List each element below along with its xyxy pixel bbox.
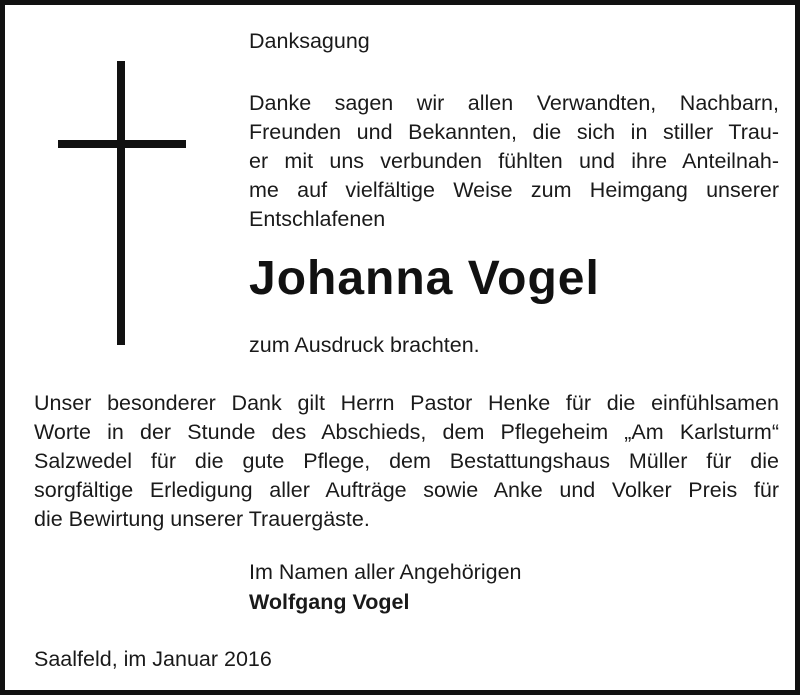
deceased-name: Johanna Vogel	[249, 252, 600, 305]
closing-line: zum Ausdruck brachten.	[249, 333, 480, 357]
intro-line: Freunden und Bekannten, die sich in stiller Trau-	[249, 120, 779, 144]
intro-line: me auf vielfältige Weise zum Heimgang unserer	[249, 178, 779, 202]
thanks-line: die Bewirtung unserer Trauergäste.	[34, 507, 370, 531]
thanks-paragraph	[34, 389, 779, 534]
thanks-line: Worte in der Stunde des Abschieds, dem Pflegeheim „Am Karlsturm“	[34, 420, 779, 444]
intro-line: Danke sagen wir allen Verwandten, Nachbarn,	[249, 91, 779, 115]
intro-line: er mit uns verbunden fühlten und ihre Anteilnah-	[249, 149, 779, 173]
intro-line: Entschlafenen	[249, 207, 386, 231]
signature-name: Wolfgang Vogel	[249, 590, 410, 614]
signature-label: Im Namen aller Angehörigen	[249, 560, 522, 584]
intro-paragraph	[249, 89, 779, 234]
cross-icon-crossbar	[58, 140, 186, 148]
notice-heading: Danksagung	[249, 29, 370, 53]
thanks-line: Salzwedel für die gute Pflege, dem Bestattungshaus Müller für die	[34, 449, 779, 473]
cross-icon	[117, 61, 125, 345]
thanks-line: Unser besonderer Dank gilt Herrn Pastor Henke für die einfühlsamen	[34, 391, 779, 415]
place-date: Saalfeld, im Januar 2016	[34, 647, 272, 671]
thanks-line: sorgfältige Erledigung aller Aufträge sowie Anke und Volker Preis für	[34, 478, 779, 502]
